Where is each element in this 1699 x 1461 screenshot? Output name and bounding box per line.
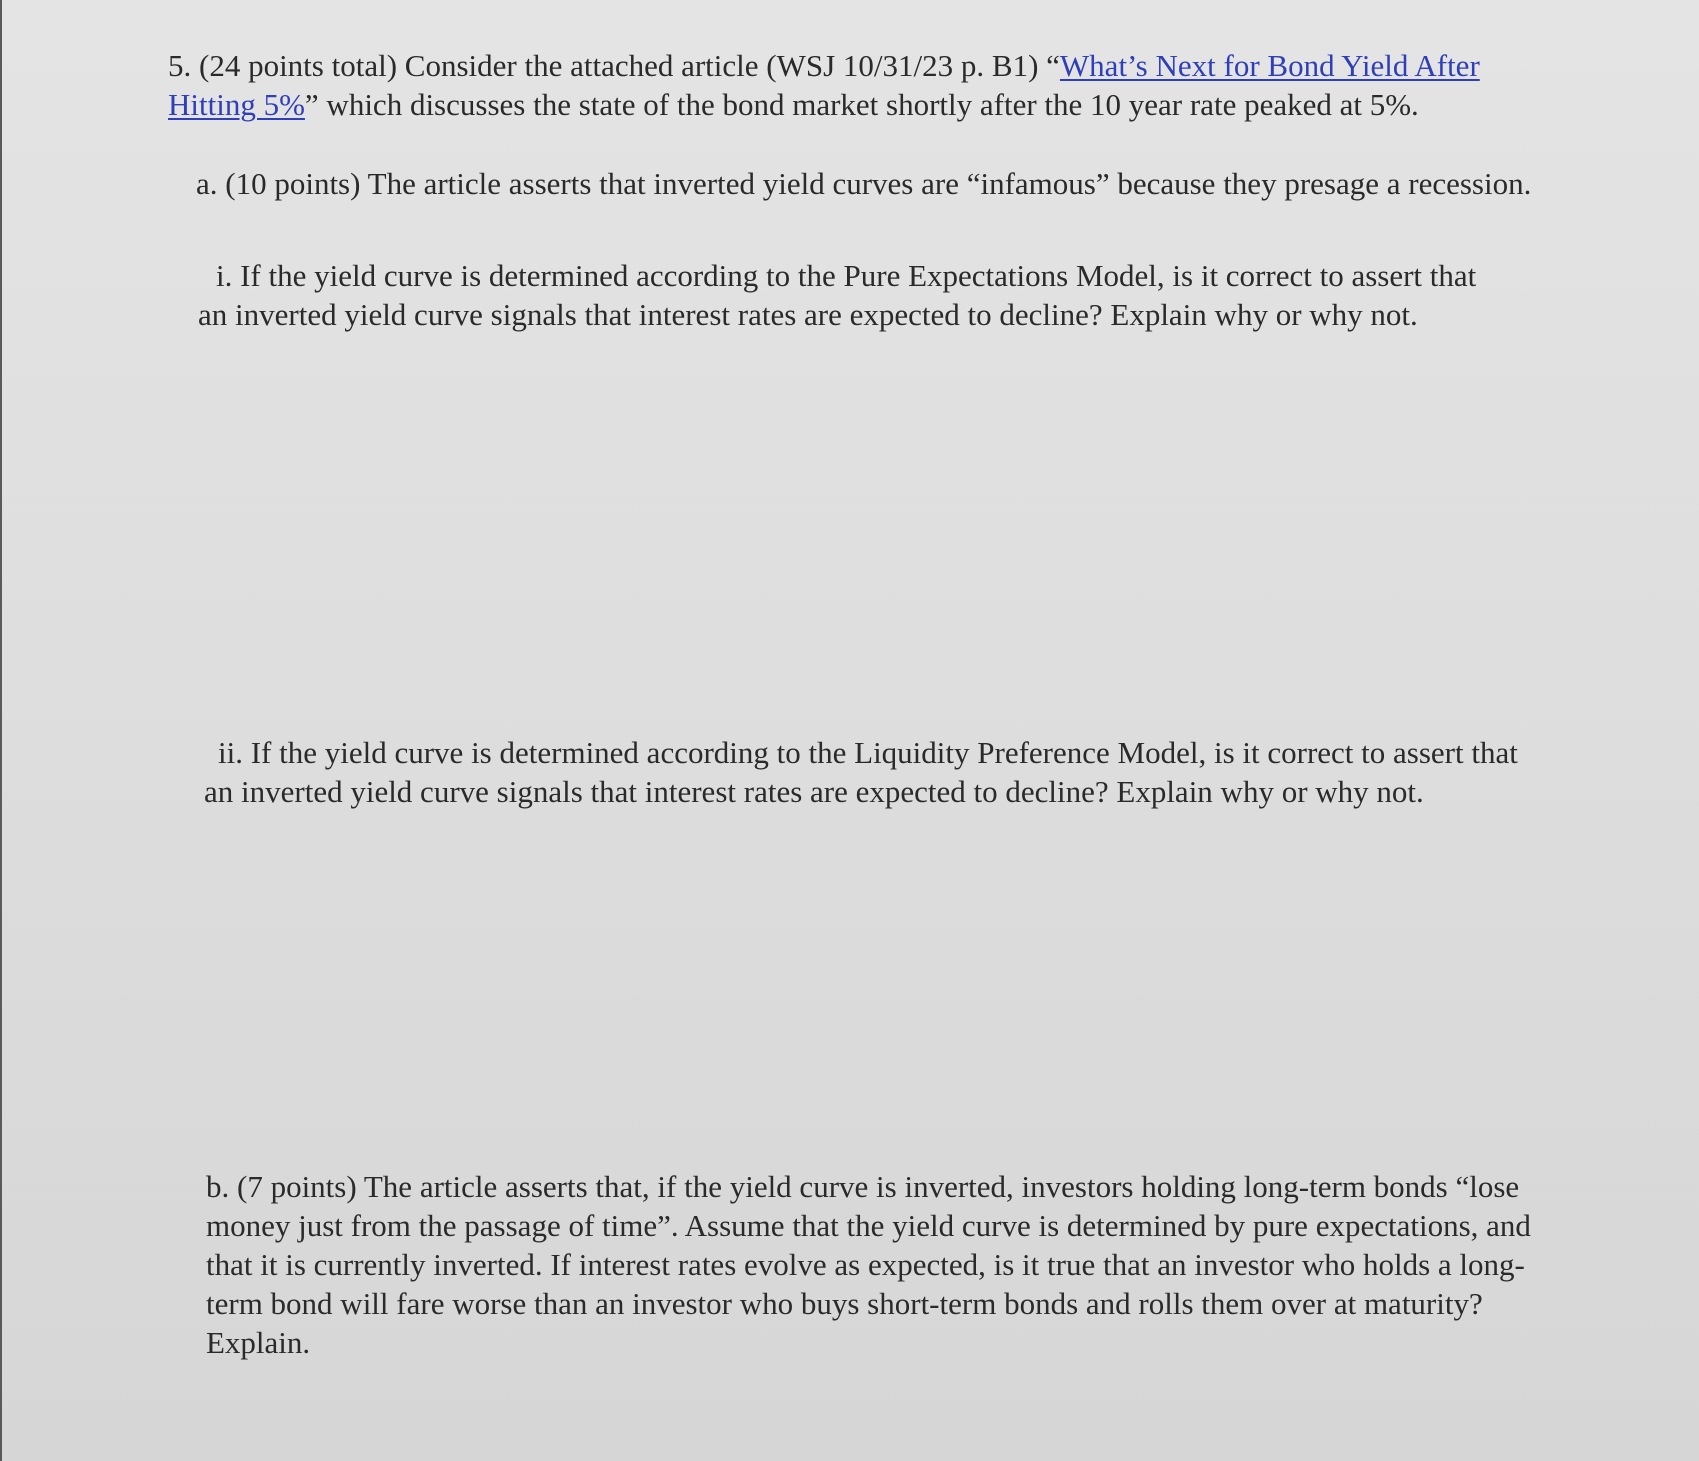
part-b-text: b. (7 points) The article asserts that, if the yield curve is inverted, investors holding long-term bonds “lose money just from the passage of time”. Assume that the yield curve is determined by pure expectations, and that it is currently inverted. If interest rates evolve as expected, is it true that an investor who holds a long-term bond will fare worse than an investor who buys short-term bonds and rolls them over at maturity? Explain. [206,1169,1531,1360]
part-a-text: a. (10 points) The article asserts that inverted yield curves are “infamous” because they presage a recession. [196,166,1532,201]
part-a-ii-text: ii. If the yield curve is determined according to the Liquidity Preference Model, is it correct to assert that an inverted yield curve signals that interest rates are expected to decline? Explain why or why not. [204,735,1518,809]
question-5-suffix: ” which discusses the state of the bond market shortly after the 10 year rate peaked at 5%. [304,87,1419,122]
part-a-i-text: i. If the yield curve is determined according to the Pure Expectations Model, is it correct to assert that an inverted yield curve signals that interest rates are expected to decline? Explain why or why not. [198,258,1477,332]
question-5-intro [168,46,1558,124]
article-link[interactable]: What’s Next for Bond Yield After Hitting 5% [168,48,1480,122]
question-5-prefix: 5. (24 points total) Consider the attached article (WSJ 10/31/23 p. B1) “ [168,48,1060,83]
